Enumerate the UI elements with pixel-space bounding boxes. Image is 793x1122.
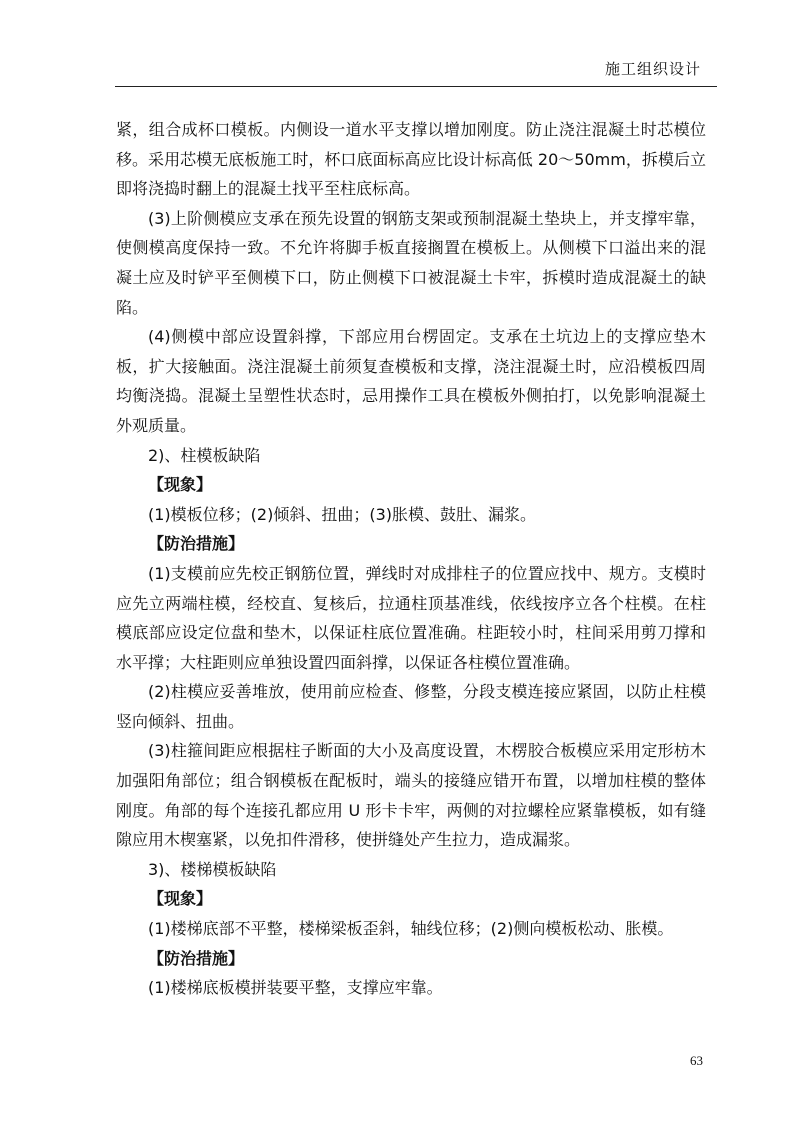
- page-number: 63: [690, 1053, 703, 1068]
- section-heading-stair-formwork: 3)、楼梯模板缺陷: [148, 859, 277, 879]
- paragraph-prevention-2: (2)柱模应妥善堆放，使用前应检查、修整，分段支模连接应紧固，以防止柱模竖向倾斜、扭曲。: [116, 682, 706, 731]
- paragraph-prevention-1: (1)支模前应先校正钢筋位置，弹线时对成排柱子的位置应找中、规方。支模时应先立两端柱模，经校直、复核后，拉通柱顶基准线，依线按序立各个柱模。在柱模底部应设定位盘和垫木，以保证柱底位置准确。柱距较小时，柱间采用剪刀撑和水平撑；大柱距则应单独设置四面斜撑，以保证各柱模位置准确。: [116, 563, 706, 672]
- label-phenomenon-stair: 【现象】: [148, 889, 213, 909]
- paragraph-phenomenon-column: (1)模板位移；(2)倾斜、扭曲；(3)胀模、鼓肚、漏浆。: [148, 504, 536, 524]
- section-heading-column-formwork: 2)、柱模板缺陷: [148, 445, 261, 465]
- header-title: 施工组织设计: [604, 60, 701, 78]
- label-prevention: 【防治措施】: [148, 534, 245, 554]
- header-rule: [115, 86, 717, 87]
- paragraph-step-3: (3)上阶侧模应支承在预先设置的钢筋支架或预制混凝土垫块上，并支撑牢靠，使侧模高度保持一致。不允许将脚手板直接搁置在模板上。从侧模下口溢出来的混凝土应及时铲平至侧模下口，防止侧模下口被混凝土卡牢，拆模时造成混凝土的缺陷。: [116, 208, 706, 317]
- paragraph-step-4: (4)侧模中部应设置斜撑，下部应用台楞固定。支承在土坑边上的支撑应垫木板，扩大接触面。浇注混凝土前须复查模板和支撑，浇注混凝土时，应沿模板四周均衡浇捣。混凝土呈塑性状态时，忌用操作工具在模板外侧拍打，以免影响混凝土外观质量。: [116, 327, 706, 435]
- document-body: [116, 115, 706, 1003]
- paragraph-phenomenon-stair: (1)楼梯底部不平整，楼梯梁板歪斜，轴线位移；(2)侧向模板松动、胀模。: [148, 919, 674, 939]
- paragraph-continuation: 紧，组合成杯口模板。内侧设一道水平支撑以增加刚度。防止浇注混凝土时芯模位移。采用芯模无底板施工时，杯口底面标高应比设计标高低 20～50mm，拆模后立即将浇捣时翻上的混凝土找平至柱底标高。: [116, 120, 706, 199]
- label-prevention-stair: 【防治措施】: [148, 948, 245, 968]
- label-phenomenon: 【现象】: [148, 475, 213, 495]
- paragraph-prevention-3: (3)柱箍间距应根据柱子断面的大小及高度设置，木楞胶合板模应采用定形枋木加强阳角部位；组合钢模板在配板时，端头的接缝应错开布置，以增加柱模的整体刚度。角部的每个连接孔都应用 U 形卡卡牢，两侧的对拉螺栓应紧靠模板，如有缝隙应用木楔塞紧，以免扣件滑移，使拼缝处产生拉力，造成漏浆。: [116, 741, 706, 850]
- paragraph-prevention-stair-1: (1)楼梯底板模拼装要平整，支撑应牢靠。: [148, 978, 443, 998]
